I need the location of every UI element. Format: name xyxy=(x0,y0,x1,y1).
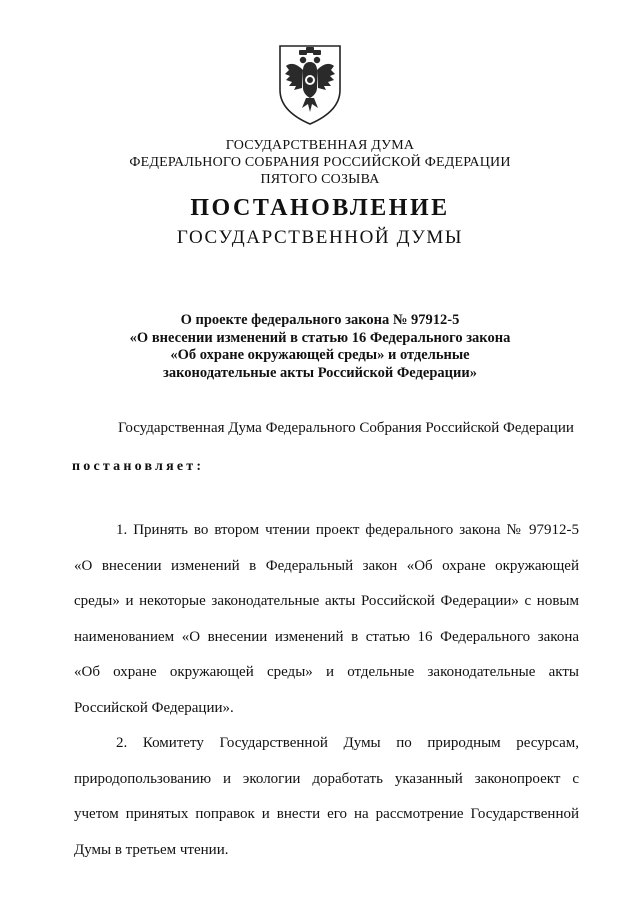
document-issuer-title: ГОСУДАРСТВЕННОЙ ДУМЫ xyxy=(176,227,464,248)
paragraph-line: Думы в третьем чтении. xyxy=(74,841,229,858)
preamble-text: Государственная Дума Федерального Собрания Российской Федерации xyxy=(118,420,574,436)
paragraph-line: «О внесении изменений в Федеральный закон «Об охране окружающей xyxy=(74,557,579,574)
subject-line: «Об охране окружающей среды» и отдельные xyxy=(170,347,470,363)
paragraph-line: наименованием «О внесении изменений в статью 16 Федерального закона xyxy=(74,628,579,645)
decree-word: постановляет: xyxy=(72,459,205,474)
paragraph-1 xyxy=(74,520,579,733)
paragraph-line: среды» и некоторые законодательные акты Российской Федерации» с новым xyxy=(74,593,579,609)
org-line-1: ГОСУДАРСТВЕННАЯ ДУМА xyxy=(225,138,415,153)
paragraph-line: 1. Принять во втором чтении проект федерального закона № 97912-5 xyxy=(116,522,579,538)
paragraph-2 xyxy=(74,733,579,875)
paragraph-line: Российской Федерации». xyxy=(74,699,234,716)
subject-line: «О внесении изменений в статью 16 Федерального закона xyxy=(129,329,511,346)
document-subject xyxy=(0,312,640,382)
org-line-3: ПЯТОГО СОЗЫВА xyxy=(260,172,380,187)
org-line-2: ФЕДЕРАЛЬНОГО СОБРАНИЯ РОССИЙСКОЙ ФЕДЕРАЦИИ xyxy=(129,155,511,170)
paragraph-line: природопользованию и экологии доработать указанный законопроект с xyxy=(74,770,579,787)
subject-line: законодательные акты Российской Федерации» xyxy=(163,364,477,381)
issuer-header xyxy=(0,137,640,188)
coat-of-arms-icon xyxy=(272,40,348,126)
document-type-title: ПОСТАНОВЛЕНИЕ xyxy=(190,195,450,221)
paragraph-line: 2. Комитету Государственной Думы по природным ресурсам, xyxy=(116,735,579,751)
paragraph-line: учетом принятых поправок и внести его на рассмотрение Государственной xyxy=(74,806,579,822)
paragraph-line: «Об охране окружающей среды» и отдельные законодательные акты xyxy=(74,664,579,680)
subject-line: О проекте федерального закона № 97912-5 xyxy=(180,312,460,328)
